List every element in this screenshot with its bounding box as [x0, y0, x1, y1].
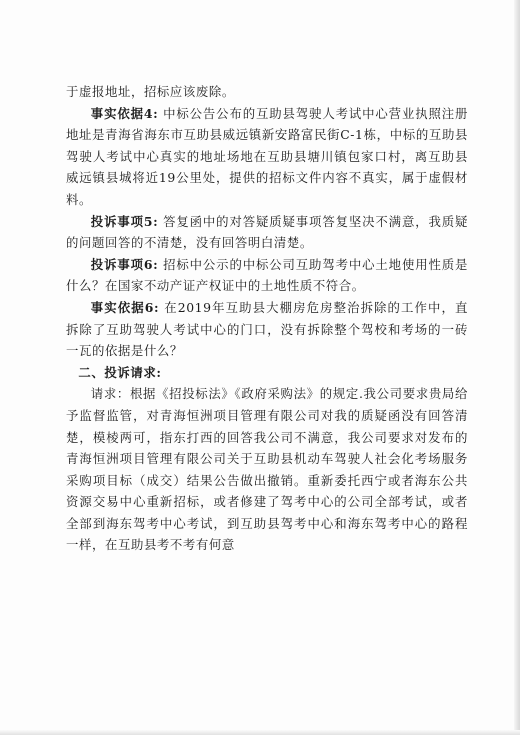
paragraph-continuation [66, 81, 468, 103]
document-body [66, 81, 468, 556]
paragraph-text: 中标公告公布的互助县驾驶人考试中心营业执照注册地址是青海省海东市互助县威远镇新安路富民街C-1栋，中标的互助县驾驶人考试中心真实的地址场地在互助县塘川镇包家口村，离互助县威远镇县城将近19公里处，提供的招标文件内容不真实，属于虚假材料。 [66, 105, 469, 207]
section-heading: 二、投诉请求: [78, 364, 162, 380]
paragraph-text: 招标中公示的中标公司互助驾考中心土地使用性质是什么？在国家不动产证产权证中的土地性质不符合。 [66, 256, 469, 294]
page-bottom-shadow [0, 730, 520, 735]
paragraph-text: 答复函中的对答疑质疑事项答复坚决不满意，我质疑的问题回答的不清楚，没有回答明白清楚。 [66, 213, 469, 251]
paragraph-text: 于虚报地址，招标应该废除。 [66, 84, 235, 99]
paragraph-fact-basis-4 [66, 103, 468, 211]
paragraph-lead: 投诉事项6: [90, 256, 159, 272]
page-edge-shadow [514, 0, 520, 735]
paragraph-lead: 事实依据4: [90, 105, 159, 121]
paragraph-text: 在2019年互助县大棚房危房整治拆除的工作中，直拆除了互助驾驶人考试中心的门口，没有拆除整个驾校和考场的一砖一瓦的依据是什么？ [66, 299, 469, 359]
paragraph-lead: 投诉事项5: [90, 213, 159, 229]
paragraph-complaint-6 [66, 254, 468, 297]
paragraph-request: 请求：根据《招投标法》《政府采购法》的规定.我公司要求贵局给予监督监管，对青海恒洲项目管理有限公司对我的质疑函没有回答清楚，模棱两可，指东打西的回答我公司不满意，我公司要求对发布的青海恒洲项目管理有限公司关于互助县机动车驾驶人社会化考场服务采购项目标（成交）结果公告做出撤销。重新委托西宁或者海东公共资源交易中心重新招标，或者修建了驾考中心的公司全部考试，或者全部到海东驾考中心考试，到互助县驾考中心和海东驾考中心的路程一样，在互助县考不考有何意 [66, 386, 468, 553]
paragraph-lead: 事实依据6: [90, 299, 160, 315]
paragraph-fact-basis-6 [66, 297, 468, 362]
paragraph-complaint-5 [66, 211, 468, 254]
